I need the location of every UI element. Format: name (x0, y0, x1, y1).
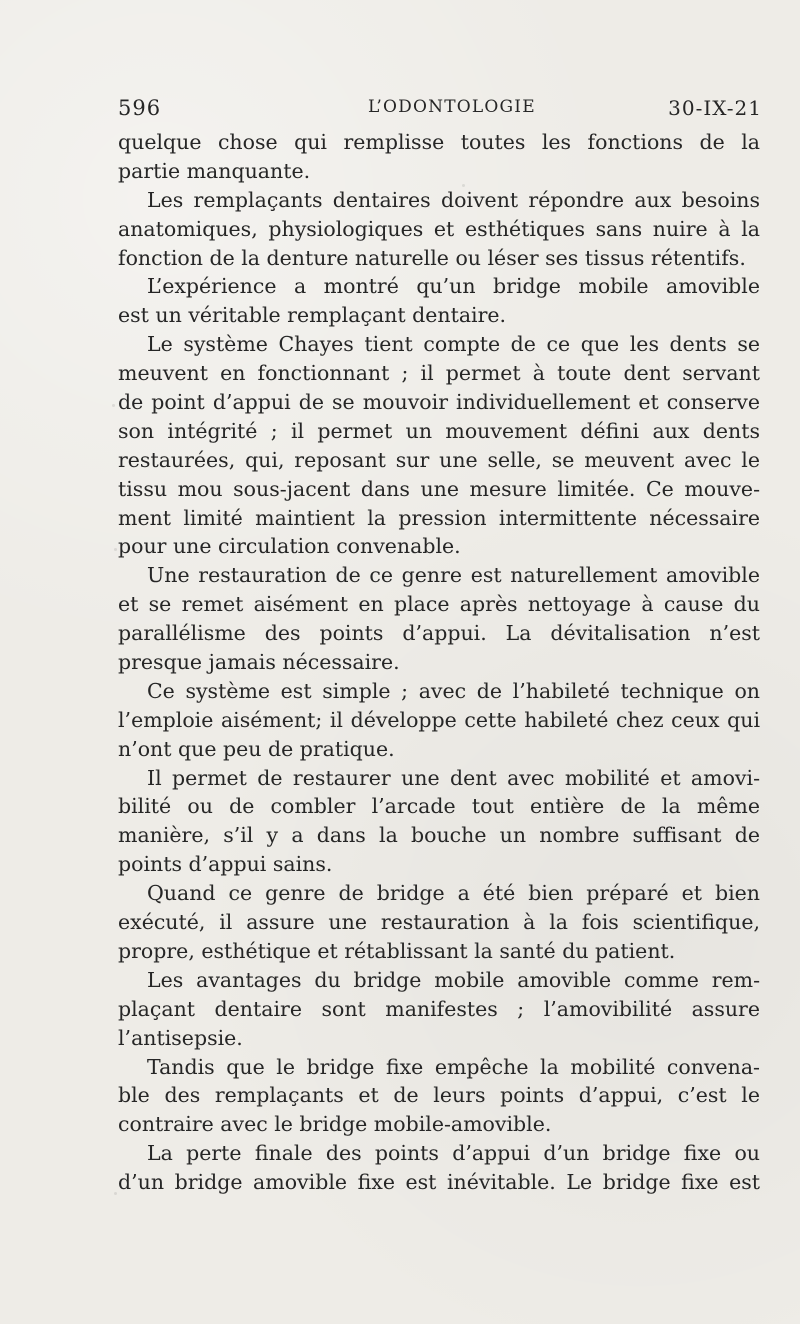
text-line: est un véritable remplaçant dentaire. (118, 303, 507, 328)
paper-spot (114, 548, 117, 551)
text-line: restaurées, qui, reposant sur une selle, se meuvent avec le (118, 447, 760, 472)
issue-date: 30-IX-21 (668, 96, 762, 120)
text-line: Quand ce genre de bridge a été bien préparé et bien (147, 881, 760, 906)
text-line: l’antisepsie. (118, 1025, 243, 1050)
running-head: L’ODONTOLOGIE (368, 97, 536, 117)
text-line: parallélisme des points d’appui. La dévitalisation n’est (118, 621, 760, 646)
text-line: et se remet aisément en place après nettoyage à cause du (118, 592, 760, 617)
text-line: presque jamais nécessaire. (118, 650, 400, 675)
text-line: propre, esthétique et rétablissant la santé du patient. (118, 938, 676, 963)
text-line: points d’appui sains. (118, 852, 333, 877)
text-line: tissu mou sous-jacent dans une mesure limitée. Ce mouve- (118, 476, 760, 501)
text-line: pour une circulation convenable. (118, 534, 461, 559)
text-line: exécuté, il assure une restauration à la fois scientifique, (118, 910, 760, 935)
text-line: ment limité maintient la pression intermittente nécessaire (118, 505, 760, 530)
text-line: son intégrité ; il permet un mouvement défini aux dents (118, 418, 760, 443)
text-line: partie manquante. (118, 158, 311, 183)
text-line: Ce système est simple ; avec de l’habileté technique on (147, 678, 760, 703)
text-line: L’expérience a montré qu’un bridge mobile amovible (147, 274, 760, 299)
page-number: 596 (118, 96, 162, 120)
text-line: meuvent en fonctionnant ; il permet à toute dent servant (118, 361, 760, 386)
text-line: Les avantages du bridge mobile amovible comme rem- (147, 967, 760, 992)
text-line: de point d’appui de se mouvoir individuellement et conserve (118, 390, 760, 415)
text-line: Il permet de restaurer une dent avec mobilité et amovi- (147, 765, 760, 790)
text-line: d’un bridge amovible fixe est inévitable. Le bridge fixe est (118, 1170, 760, 1195)
text-line: La perte finale des points d’appui d’un bridge fixe ou (147, 1141, 760, 1166)
text-line: plaçant dentaire sont manifestes ; l’amovibilité assure (118, 996, 760, 1021)
text-line: quelque chose qui remplisse toutes les fonctions de la (118, 130, 760, 154)
text-line: n’ont que peu de pratique. (118, 736, 395, 761)
text-line: ble des remplaçants et de leurs points d’appui, c’est le (118, 1083, 760, 1108)
text-line: Tandis que le bridge fixe empêche la mobilité convena- (147, 1054, 760, 1079)
paper-spot (112, 404, 115, 407)
text-line: contraire avec le bridge mobile-amovible. (118, 1112, 552, 1137)
text-line: manière, s’il y a dans la bouche un nombre suffisant de (118, 823, 760, 848)
body-text (118, 128, 760, 1197)
text-line: Une restauration de ce genre est naturellement amovible (147, 563, 760, 588)
text-line: l’emploie aisément; il développe cette habileté chez ceux qui (118, 707, 760, 732)
text-line: anatomiques, physiologiques et esthétiques sans nuire à la (118, 216, 760, 241)
text-line: Le système Chayes tient compte de ce que les dents se (147, 332, 760, 357)
text-line: bilité ou de combler l’arcade tout entière de la même (118, 794, 760, 819)
text-line: fonction de la denture naturelle ou léser ses tissus rétentifs. (118, 245, 746, 270)
paper-spot (114, 1192, 117, 1195)
page-header (118, 96, 762, 126)
text-line: Les remplaçants dentaires doivent répondre aux besoins (147, 187, 760, 212)
